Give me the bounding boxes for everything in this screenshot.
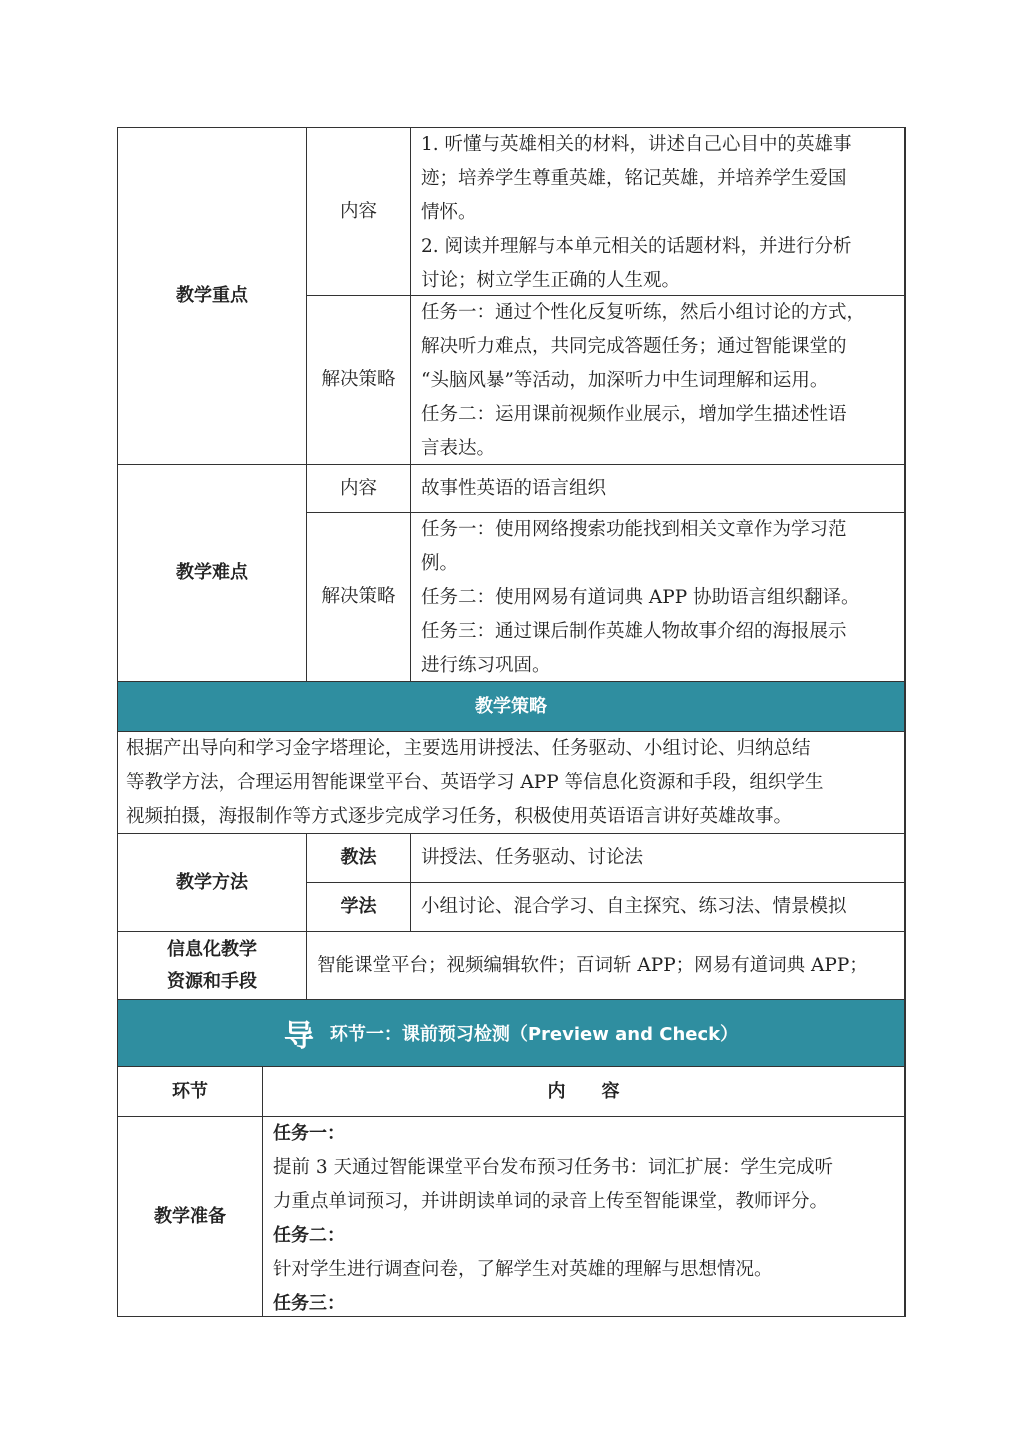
text-line: 言表达。 (421, 438, 496, 459)
stage-one-title: 环节一：课前预习检测（Preview and Check） (329, 1024, 739, 1045)
prep-content (263, 1117, 905, 1316)
resources-text (307, 932, 905, 1000)
text-line: 等教学方法，合理运用智能课堂平台、英语学习 APP 等信息化资源和手段，组织学生 (126, 772, 824, 793)
key-points-label: 教学重点 (118, 128, 307, 465)
col-header-stage: 环节 (118, 1067, 263, 1117)
text-line: 提前 3 天通过智能课堂平台发布预习任务书：词汇扩展：学生完成听 (273, 1157, 834, 1178)
text-line: 情怀。 (421, 202, 477, 223)
methods-label: 教学方法 (118, 834, 307, 932)
learn-method-text (411, 883, 905, 932)
text-line: 解决听力难点，共同完成答题任务；通过智能课堂的 (421, 336, 847, 357)
learn-method-label: 学法 (307, 883, 411, 932)
text-line: 1. 听懂与英雄相关的材料，讲述自己心目中的英雄事 (421, 134, 852, 155)
difficulties-label: 教学难点 (118, 465, 307, 682)
text-line: 讲授法、任务驱动、讨论法 (421, 847, 644, 868)
difficulties-strategy-label: 解决策略 (307, 513, 411, 682)
task-two-title: 任务二： (273, 1225, 345, 1246)
text-line: 任务一：通过个性化反复听练，然后小组讨论的方式， (421, 302, 866, 323)
text-line: 根据产出导向和学习金字塔理论，主要选用讲授法、任务驱动、小组讨论、归纳总结 (126, 738, 811, 759)
col-header-content: 内 容 (263, 1067, 905, 1117)
text-line: 任务二：运用课前视频作业展示，增加学生描述性语 (421, 404, 847, 425)
text-line: “头脑风暴”等活动，加深听力中生词理解和运用。 (421, 370, 829, 391)
text-line: 力重点单词预习，并讲朗读单词的录音上传至智能课堂，教师评分。 (273, 1191, 829, 1212)
text-line: 针对学生进行调查问卷，了解学生对英雄的理解与思想情况。 (273, 1259, 773, 1280)
strategy-section-body (118, 732, 905, 834)
text-line: 智能课堂平台；视频编辑软件；百词斩 APP；网易有道词典 APP； (317, 954, 868, 976)
text-line: 小组讨论、混合学习、自主探究、练习法、情景模拟 (421, 896, 847, 917)
key-points-strategy-label: 解决策略 (307, 296, 411, 465)
key-points-strategy (411, 296, 905, 465)
difficulties-content-label: 内容 (307, 465, 411, 513)
teach-method-text (411, 834, 905, 883)
text-line: 故事性英语的语言组织 (421, 477, 607, 499)
teach-method-label: 教法 (307, 834, 411, 883)
difficulties-strategy (411, 513, 905, 682)
text-line: 任务三：通过课后制作英雄人物故事介绍的海报展示 (421, 621, 847, 642)
strategy-section-header: 教学策略 (118, 682, 905, 732)
resources-label-line: 资源和手段 (167, 970, 257, 992)
text-line: 任务一：使用网络搜索功能找到相关文章作为学习范 (421, 519, 847, 540)
text-line: 进行练习巩固。 (421, 655, 551, 676)
difficulties-content (411, 465, 905, 513)
key-points-content-label: 内容 (307, 128, 411, 296)
lesson-plan-table (117, 127, 906, 1317)
task-one-title: 任务一： (273, 1123, 345, 1144)
text-line: 任务二：使用网易有道词典 APP 协助语言组织翻译。 (421, 587, 860, 608)
resources-label (118, 932, 307, 1000)
text-line: 讨论；树立学生正确的人生观。 (421, 270, 681, 291)
prep-label: 教学准备 (118, 1117, 263, 1316)
resources-label-line: 信息化教学 (167, 938, 257, 960)
text-line: 迹；培养学生尊重英雄，铭记英雄，并培养学生爱国 (421, 168, 847, 189)
stage-one-header (118, 1000, 905, 1067)
key-points-content (411, 128, 905, 296)
stage-big-char: 导 (283, 1019, 314, 1054)
text-line: 例。 (421, 553, 459, 574)
text-line: 2. 阅读并理解与本单元相关的话题材料，并进行分析 (421, 236, 852, 257)
text-line: 视频拍摄，海报制作等方式逐步完成学习任务，积极使用英语语言讲好英雄故事。 (126, 806, 793, 827)
task-three-title: 任务三： (273, 1293, 345, 1314)
